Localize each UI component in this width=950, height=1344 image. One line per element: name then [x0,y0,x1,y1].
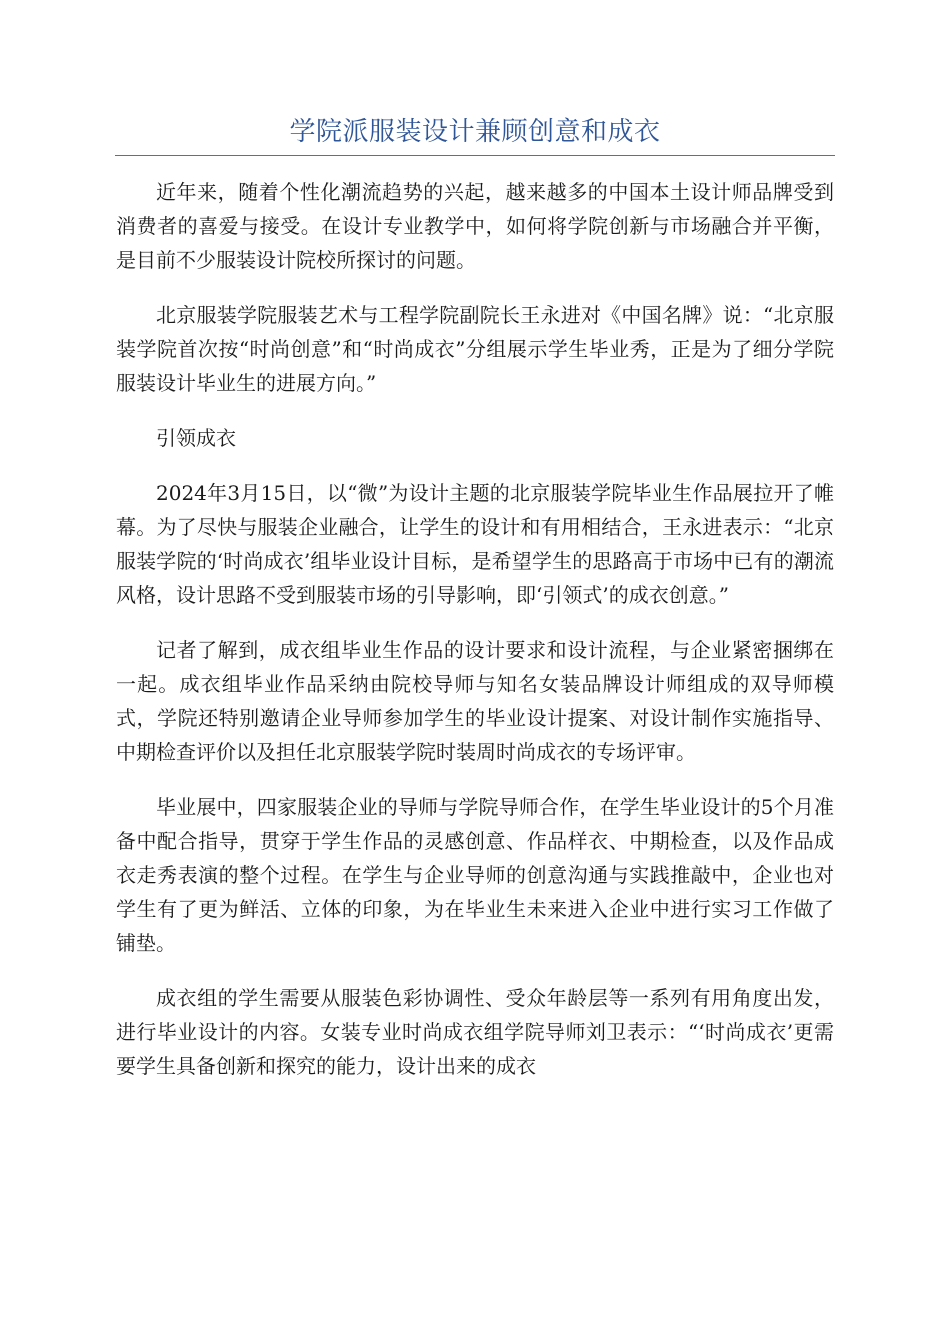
paragraph-reporter: 记者了解到，成衣组毕业生作品的设计要求和设计流程，与企业紧密捆绑在一起。成衣组毕业作品采纳由院校导师与知名女装品牌设计师组成的双导师模式，学院还特别邀请企业导师参加学生的毕业设计提案、对设计制作实施指导、中期检查评价以及担任北京服装学院时装周时尚成衣的专场评审。 [116,638,834,764]
paragraph-ready-to-wear: 成衣组的学生需要从服装色彩协调性、受众年龄层等一系列有用角度出发，进行毕业设计的内容。女装专业时尚成衣组学院导师刘卫表示：“‘时尚成衣’更需要学生具备创新和探究的能力，设计出来的成衣 [116,986,834,1078]
title-block [115,110,835,156]
document-body [116,175,834,1104]
paragraph-exhibition: 2024年3月15日，以“微”为设计主题的北京服装学院毕业生作品展拉开了帷幕。为了尽快与服装企业融合，让学生的设计和有用相结合，王永进表示：“北京服装学院的‘时尚成衣’组毕业设计目标，是希望学生的思路高于市场中已有的潮流风格，设计思路不受到服装市场的引导影响，即‘引领式’的成衣创意。” [116,481,834,607]
paragraph-quote-wang: 北京服装学院服装艺术与工程学院副院长王永进对《中国名牌》说：“北京服装学院首次按“时尚创意”和“时尚成衣”分组展示学生毕业秀，正是为了细分学院服装设计毕业生的进展方向。” [116,303,834,395]
section-heading: 引领成衣 [156,426,236,450]
paragraph-graduation-show: 毕业展中，四家服装企业的导师与学院导师合作，在学生毕业设计的5个月准备中配合指导，贯穿于学生作品的灵感创意、作品样衣、中期检查，以及作品成衣走秀表演的整个过程。在学生与企业导师的创意沟通与实践推敲中，企业也对学生有了更为鲜活、立体的印象，为在毕业生未来进入企业中进行实习工作做了铺垫。 [116,795,834,955]
paragraph-intro: 近年来，随着个性化潮流趋势的兴起，越来越多的中国本土设计师品牌受到消费者的喜爱与接受。在设计专业教学中，如何将学院创新与市场融合并平衡，是目前不少服装设计院校所探讨的问题。 [116,180,834,272]
document-title: 学院派服装设计兼顾创意和成衣 [289,117,661,147]
